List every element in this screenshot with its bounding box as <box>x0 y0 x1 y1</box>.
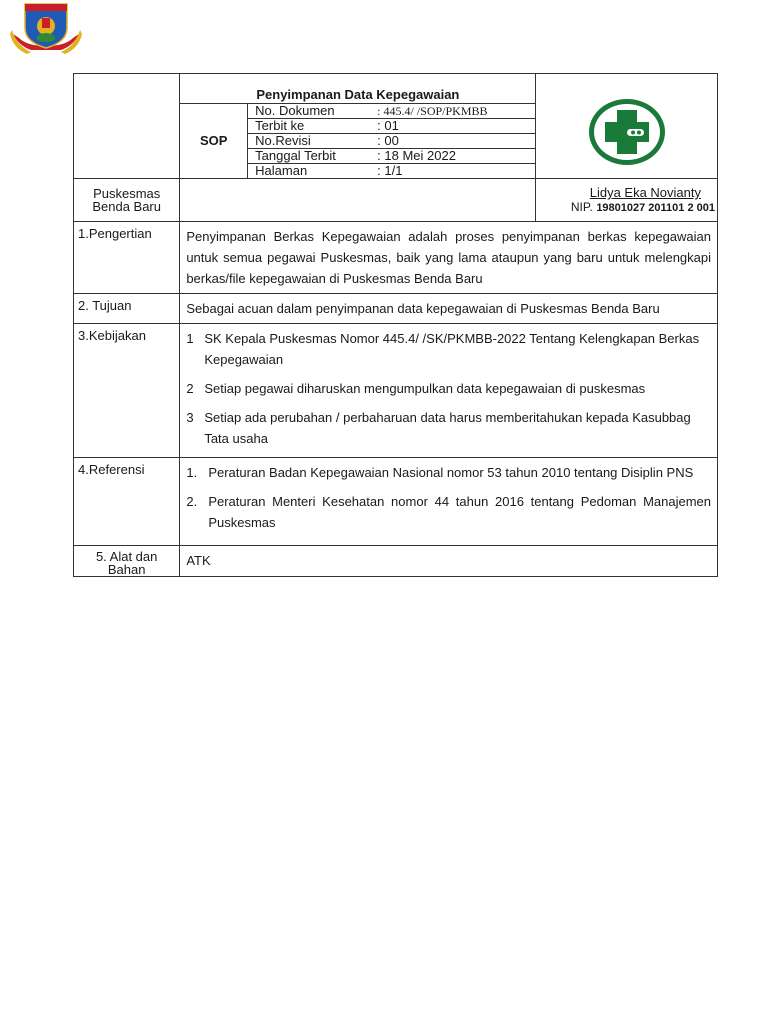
section-label: 2. Tujuan <box>74 294 180 324</box>
header-logo-cell <box>536 74 718 179</box>
meta-key: No.Revisi <box>255 133 311 148</box>
document-title: Penyimpanan Data Kepegawaian <box>256 87 460 102</box>
org-line: Benda Baru <box>92 199 161 214</box>
list-item <box>186 407 711 449</box>
meta-value: : 1/1 <box>377 163 403 178</box>
list-text: Peraturan Menteri Kesehatan nomor 44 tahun 2016 tentang Pedoman Manajemen Puskesmas <box>208 494 711 530</box>
list-number: 1 <box>186 331 194 346</box>
meta-value: : 00 <box>377 133 399 148</box>
kota-tangerang-selatan-emblem-icon <box>9 0 83 58</box>
nip-value: 19801027 201101 2 001 <box>596 202 715 214</box>
meta-row <box>248 148 535 163</box>
section-label: 4.Referensi <box>74 458 180 546</box>
org-row <box>74 179 718 222</box>
meta-value: : 18 Mei 2022 <box>377 148 456 163</box>
header-center <box>180 74 536 179</box>
section-content: ATK <box>180 546 718 577</box>
list-number: 1. <box>186 465 198 480</box>
header-left-blank <box>74 74 180 179</box>
list-number: 3 <box>186 410 194 425</box>
section-pengertian <box>74 222 718 294</box>
list-item <box>186 328 711 370</box>
sop-table <box>73 73 718 577</box>
sop-document <box>73 73 718 577</box>
nip-label: NIP. <box>570 200 593 214</box>
list-item <box>186 491 711 533</box>
list-text: SK Kepala Puskesmas Nomor 445.4/ /SK/PKMBB-2022 Tentang Kelengkapan Berkas Kepegawaian <box>204 331 700 367</box>
section-label: 1.Pengertian <box>74 222 180 294</box>
section-label-line: 5. Alat dan <box>95 549 158 564</box>
section-label: 3.Kebijakan <box>74 324 180 458</box>
section-content: Penyimpanan Berkas Kepegawaian adalah proses penyimpanan berkas kepegawaian untuk semua pegawai Puskesmas, baik yang lama ataupun yang baru untuk melengkapi berkas/file kepegawaian di Puskesmas Benda Baru <box>180 222 718 294</box>
section-kebijakan <box>74 324 718 458</box>
org-row-blank <box>180 179 536 222</box>
section-label-line: Bahan <box>107 562 146 577</box>
section-alat <box>74 546 718 577</box>
list-item <box>186 378 711 399</box>
signer <box>536 179 718 222</box>
meta-value: : 445.4/ /SOP/PKMBB <box>377 104 488 118</box>
meta-row <box>248 133 535 148</box>
meta-row <box>248 163 535 178</box>
meta-key: Halaman <box>255 163 308 178</box>
meta-key: Tanggal Terbit <box>255 148 336 163</box>
header-row <box>74 74 718 179</box>
section-referensi <box>74 458 718 546</box>
list-text: Peraturan Badan Kepegawaian Nasional nomor 53 tahun 2010 tentang Disiplin PNS <box>208 465 694 480</box>
meta-key: Terbit ke <box>255 118 305 133</box>
org-name <box>74 179 180 222</box>
list-number: 2. <box>186 494 198 509</box>
meta-row <box>248 104 535 118</box>
meta-key: No. Dokumen <box>255 103 335 118</box>
list-number: 2 <box>186 381 194 396</box>
meta-value: : 01 <box>377 118 399 133</box>
section-content <box>180 458 718 546</box>
list-text: Setiap pegawai diharuskan mengumpulkan data kepegawaian di puskesmas <box>204 381 646 396</box>
list-text: Setiap ada perubahan / perbaharuan data harus memberitahukan kepada Kasubbag Tata usaha <box>204 410 691 446</box>
document-meta <box>247 104 535 178</box>
puskesmas-cross-icon <box>536 96 717 171</box>
meta-row <box>248 118 535 133</box>
sop-label: SOP <box>200 132 228 148</box>
section-label <box>74 546 180 577</box>
org-line: Puskesmas <box>93 186 161 201</box>
section-content: Sebagai acuan dalam penyimpanan data kepegawaian di Puskesmas Benda Baru <box>180 294 718 324</box>
section-content <box>180 324 718 458</box>
list-item <box>186 462 711 483</box>
signer-name: Lidya Eka Novianty <box>589 185 701 200</box>
section-tujuan <box>74 294 718 324</box>
